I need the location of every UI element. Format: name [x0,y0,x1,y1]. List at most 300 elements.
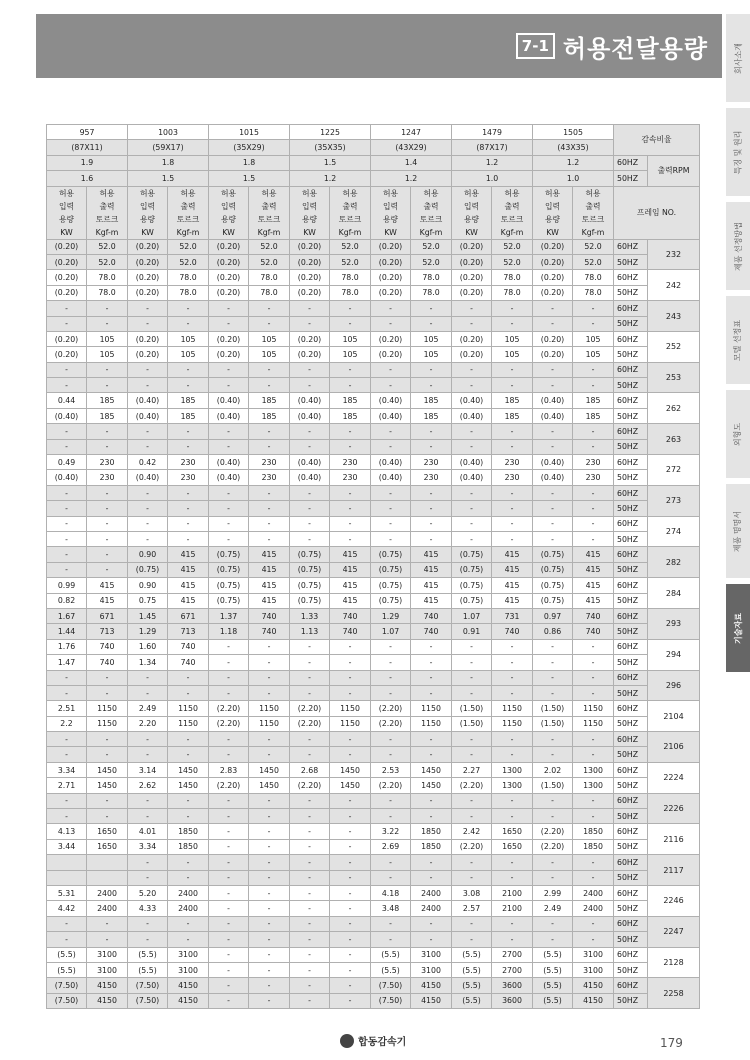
data-cell: 2700 [492,962,533,977]
data-cell: - [411,655,452,670]
data-cell: 230 [330,455,371,470]
side-tab-company[interactable]: 회사소개 [726,14,750,102]
data-cell: (5.5) [452,978,492,993]
data-cell: 1850 [573,839,614,854]
data-cell: - [168,439,209,454]
table-row [47,439,700,454]
unit-kgf: Kgf-m [581,227,605,237]
data-cell: - [168,747,209,762]
data-cell: (0.75) [533,547,573,562]
table-row [47,809,700,824]
hz-label: 60HZ [614,362,648,377]
data-cell: - [249,901,290,916]
data-cell: - [371,501,411,516]
table-row [47,639,700,654]
data-cell: 415 [87,593,128,608]
data-cell: - [533,362,573,377]
data-cell: - [492,747,533,762]
data-cell: (2.20) [452,839,492,854]
hz-label: 50HZ [614,839,648,854]
hz-label: 60HZ [614,608,648,623]
data-cell: - [411,301,452,316]
table-row [47,393,700,408]
data-cell: - [209,516,249,531]
data-cell: - [290,670,330,685]
table-row [47,962,700,977]
data-cell: (0.20) [533,239,573,254]
data-cell: (0.40) [128,408,168,423]
data-cell: 1150 [492,701,533,716]
data-cell: 52.0 [330,254,371,269]
data-cell: (0.20) [47,239,87,254]
data-cell: - [168,485,209,500]
data-cell: 415 [573,593,614,608]
data-cell: - [452,747,492,762]
hz-label: 60HZ [614,701,648,716]
data-cell: - [249,501,290,516]
hz-label: 50HZ [614,778,648,793]
data-cell: (0.20) [371,331,411,346]
data-cell: (0.75) [452,578,492,593]
unit-kw: KW [384,227,397,237]
data-cell: - [371,870,411,885]
gear-ratio: (43X35) [533,140,614,155]
data-cell: 415 [492,593,533,608]
data-cell: - [573,793,614,808]
data-cell: - [168,793,209,808]
data-cell: 230 [87,455,128,470]
data-cell: 1.34 [128,655,168,670]
table-row [47,316,700,331]
data-cell: - [330,885,371,900]
data-cell: 3.48 [371,901,411,916]
data-cell: 740 [411,624,452,639]
data-cell: 1450 [87,778,128,793]
data-cell: - [290,901,330,916]
data-cell: 105 [330,347,371,362]
data-cell: - [249,916,290,931]
model-number: 1505 [533,125,614,140]
data-cell: - [168,732,209,747]
data-cell: - [168,501,209,516]
data-cell: (5.5) [533,978,573,993]
table-row [47,793,700,808]
data-cell: (5.5) [533,993,573,1008]
table-row [47,378,700,393]
data-cell: - [573,362,614,377]
data-cell: 2.71 [47,778,87,793]
data-cell: (0.20) [47,331,87,346]
data-cell: (0.40) [47,470,87,485]
hz-label: 60HZ [614,424,648,439]
data-cell: 185 [330,408,371,423]
hz-label: 50HZ [614,254,648,269]
frame-number: 2116 [648,824,700,855]
data-cell: 0.75 [128,593,168,608]
data-cell: 2100 [492,901,533,916]
data-cell: 1300 [492,762,533,777]
data-cell: 52.0 [492,239,533,254]
hz-label: 50HZ [614,593,648,608]
data-cell: 2.20 [128,716,168,731]
data-cell: 3100 [87,962,128,977]
data-cell: (0.20) [47,254,87,269]
data-cell: - [492,639,533,654]
hz-label: 60HZ [614,824,648,839]
section-title [516,26,708,66]
data-cell: - [168,932,209,947]
data-cell: 5.20 [128,885,168,900]
rpm-60hz: 1.4 [371,155,452,170]
data-cell: - [209,809,249,824]
data-cell: (5.5) [452,993,492,1008]
data-cell: - [330,824,371,839]
data-cell: (0.75) [128,562,168,577]
table-row [47,855,700,870]
data-cell: 1300 [573,762,614,777]
data-cell: 1450 [249,762,290,777]
data-cell: 415 [411,547,452,562]
data-cell: 2400 [411,901,452,916]
data-cell: - [330,439,371,454]
data-cell: (0.20) [128,270,168,285]
data-cell: 415 [249,562,290,577]
data-cell: 185 [168,393,209,408]
unit-kw: KW [222,227,235,237]
data-cell: (0.75) [371,593,411,608]
unit-kgf: Kgf-m [338,227,362,237]
hz-label: 60HZ [614,885,648,900]
data-cell: 185 [573,408,614,423]
data-cell: 105 [249,347,290,362]
data-cell: - [330,747,371,762]
data-cell: - [249,839,290,854]
data-cell: 1.60 [128,639,168,654]
data-cell: 1450 [168,778,209,793]
data-cell: 185 [492,408,533,423]
data-cell: 52.0 [573,254,614,269]
data-cell: 415 [492,562,533,577]
data-cell: 415 [168,593,209,608]
data-cell: 3.34 [47,762,87,777]
data-cell: 1.33 [290,608,330,623]
data-cell: 415 [249,593,290,608]
data-cell: - [290,439,330,454]
data-cell: 1300 [492,778,533,793]
data-cell: - [249,870,290,885]
side-tab-naming[interactable]: 제품 명명서 [726,484,750,578]
frame-number: 273 [648,485,700,516]
data-cell: 4150 [168,993,209,1008]
hz-label: 60HZ [614,393,648,408]
data-cell: 1.13 [290,624,330,639]
data-cell: (2.20) [209,701,249,716]
data-cell: 78.0 [573,285,614,300]
data-cell: 185 [249,408,290,423]
data-cell: - [168,316,209,331]
data-cell: - [573,747,614,762]
hz-label: 60HZ [614,732,648,747]
data-cell: - [573,655,614,670]
hz-label: 50HZ [614,962,648,977]
data-cell: (0.20) [371,239,411,254]
data-cell: - [209,439,249,454]
data-cell: 3100 [573,962,614,977]
data-cell: - [209,670,249,685]
data-cell: - [290,655,330,670]
data-cell: - [371,732,411,747]
data-cell: - [249,362,290,377]
data-cell: - [411,501,452,516]
data-cell: 1150 [492,716,533,731]
data-cell: 2.68 [290,762,330,777]
data-cell: - [371,685,411,700]
data-cell: 415 [168,562,209,577]
table-row [47,685,700,700]
data-cell: 2.49 [533,901,573,916]
unit-kgf: Kgf-m [176,227,200,237]
data-cell: 671 [168,608,209,623]
data-cell: 4.13 [47,824,87,839]
data-cell: (0.20) [209,331,249,346]
data-cell: (0.20) [209,285,249,300]
data-cell: - [411,809,452,824]
table-row [47,701,700,716]
side-tab-technical[interactable]: 기술자료 [726,584,750,672]
data-cell: - [290,916,330,931]
data-cell: 415 [492,578,533,593]
hz-label: 60HZ [614,331,648,346]
data-cell: - [452,670,492,685]
data-cell: - [452,932,492,947]
data-cell: - [290,978,330,993]
table-row [47,624,700,639]
data-cell: - [249,747,290,762]
data-cell: (0.75) [371,578,411,593]
data-cell: (2.20) [371,701,411,716]
data-cell: - [128,378,168,393]
data-cell: - [209,901,249,916]
data-cell: 2.51 [47,701,87,716]
data-cell: (0.75) [371,547,411,562]
data-cell: - [533,439,573,454]
data-cell: 0.90 [128,547,168,562]
data-cell: (5.5) [47,947,87,962]
table-row [47,578,700,593]
data-cell: (0.20) [452,347,492,362]
data-cell: - [168,916,209,931]
data-cell: 2400 [87,901,128,916]
data-cell: - [249,439,290,454]
data-cell: - [209,747,249,762]
data-cell: (0.40) [452,470,492,485]
data-cell: - [573,378,614,393]
data-cell: (0.75) [209,562,249,577]
data-cell: - [47,301,87,316]
frame-number: 293 [648,608,700,639]
data-cell: 3.44 [47,839,87,854]
data-cell: - [573,670,614,685]
data-cell: - [209,978,249,993]
hz-label: 50HZ [614,932,648,947]
data-cell: - [411,670,452,685]
data-cell: 52.0 [411,239,452,254]
data-cell: 2400 [87,885,128,900]
data-cell: (0.75) [533,562,573,577]
side-tab-selection[interactable]: 제품 선정방법 [726,202,750,290]
frame-number: 2128 [648,947,700,978]
data-cell: - [452,439,492,454]
data-cell: (0.20) [371,254,411,269]
rpm-header: 출력RPM [648,155,700,186]
table-row [47,547,700,562]
data-cell: 105 [168,331,209,346]
data-cell: 185 [87,408,128,423]
data-cell: - [411,685,452,700]
data-cell: - [249,855,290,870]
data-cell: (2.20) [533,839,573,854]
table-row [47,347,700,362]
data-cell: - [47,809,87,824]
data-cell: 2400 [168,901,209,916]
frame-number: 2224 [648,762,700,793]
data-cell: (0.20) [290,254,330,269]
data-cell: - [249,685,290,700]
data-cell: (0.20) [533,270,573,285]
data-cell: - [47,562,87,577]
data-cell: - [87,562,128,577]
data-cell: 1650 [492,839,533,854]
data-cell: - [371,932,411,947]
table-row [47,670,700,685]
data-cell: 713 [168,624,209,639]
data-cell: - [533,655,573,670]
data-cell: 230 [492,470,533,485]
data-cell: - [290,839,330,854]
data-cell: - [209,732,249,747]
data-cell: 105 [573,331,614,346]
data-cell: - [371,531,411,546]
data-cell: 1150 [87,716,128,731]
hz-label: 50HZ [614,439,648,454]
data-cell: 3100 [411,962,452,977]
data-cell: - [492,870,533,885]
table-row [47,331,700,346]
data-cell: - [128,362,168,377]
data-cell: - [452,793,492,808]
data-cell: 3100 [573,947,614,962]
data-cell: - [573,685,614,700]
hz-label: 50HZ [614,562,648,577]
side-tab-model-table[interactable]: 모델 선정표 [726,296,750,384]
data-cell: 5.31 [47,885,87,900]
data-cell [47,870,87,885]
data-cell: - [249,947,290,962]
frame-number: 284 [648,578,700,609]
data-cell: (7.50) [371,993,411,1008]
data-cell: 230 [330,470,371,485]
data-cell: - [249,316,290,331]
data-cell: - [492,439,533,454]
data-cell: - [573,501,614,516]
data-cell: - [452,870,492,885]
hz-label: 60HZ [614,155,648,170]
table-row [47,485,700,500]
data-cell: 415 [411,562,452,577]
data-cell: 740 [492,624,533,639]
data-cell: - [371,655,411,670]
hz-label: 60HZ [614,762,648,777]
data-cell: - [290,516,330,531]
data-cell: 105 [87,331,128,346]
data-cell: - [209,655,249,670]
data-cell: - [330,947,371,962]
data-cell: - [290,809,330,824]
data-cell: - [87,747,128,762]
data-cell: 230 [168,455,209,470]
data-cell: - [533,316,573,331]
data-cell: - [573,732,614,747]
data-cell: 105 [411,347,452,362]
data-cell: - [411,362,452,377]
data-cell: 78.0 [492,270,533,285]
data-cell: 78.0 [87,270,128,285]
data-cell: (0.20) [290,239,330,254]
data-cell: - [330,932,371,947]
data-cell: - [330,978,371,993]
side-tab-outline[interactable]: 외형도 [726,390,750,478]
data-cell: - [330,531,371,546]
data-cell: - [533,501,573,516]
data-cell: (0.40) [209,408,249,423]
data-cell: - [290,885,330,900]
hz-label: 50HZ [614,285,648,300]
data-cell: 2.02 [533,762,573,777]
data-cell: - [573,932,614,947]
data-cell: 1650 [87,839,128,854]
table-row [47,762,700,777]
data-cell: - [87,732,128,747]
data-cell: - [290,870,330,885]
data-cell: 415 [330,578,371,593]
data-cell: - [330,809,371,824]
gear-ratio: (35X35) [290,140,371,155]
hz-label: 60HZ [614,547,648,562]
data-cell: - [452,301,492,316]
rpm-60-row [47,155,700,170]
data-cell: - [411,378,452,393]
output-torque-header [573,186,614,239]
data-cell: - [249,670,290,685]
data-cell: - [533,932,573,947]
data-cell: - [168,809,209,824]
hz-label: 60HZ [614,793,648,808]
side-tab-features[interactable]: 특징 및 원리 [726,108,750,196]
unit-kw: KW [60,227,73,237]
data-cell: 230 [168,470,209,485]
section-code: 7-1 [516,33,555,59]
data-cell: - [330,685,371,700]
data-cell: 3.14 [128,762,168,777]
data-cell: 2700 [492,947,533,962]
hz-label: 60HZ [614,239,648,254]
data-cell: - [87,670,128,685]
table-row [47,608,700,623]
data-cell: - [87,378,128,393]
data-cell: 1850 [573,824,614,839]
data-cell: - [47,485,87,500]
data-cell: 1150 [573,701,614,716]
